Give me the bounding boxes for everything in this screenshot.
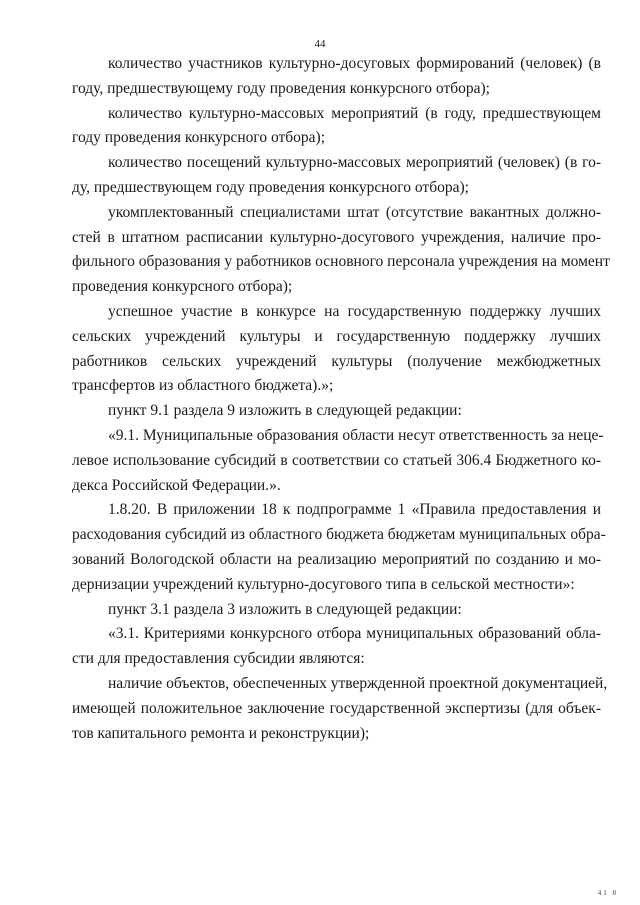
paragraph-line: количество посещений культурно-массовых мероприятий (человек) (в го- — [108, 154, 601, 172]
paragraph — [72, 622, 601, 672]
paragraph-line: зований Вологодской области на реализацию мероприятий по созданию и мо- — [72, 550, 601, 568]
paragraph-line: имеющей положительное заключение государственной экспертизы (для объек- — [72, 699, 601, 717]
paragraph-line: наличие объектов, обеспеченных утвержденной проектной документацией, — [108, 674, 608, 692]
paragraph — [72, 151, 601, 201]
paragraph-line: году проведения конкурсного отбора); — [72, 129, 326, 147]
corner-mark: 41 8 — [597, 889, 618, 897]
paragraph — [72, 300, 601, 399]
document-body — [72, 52, 610, 746]
paragraph-line: количество культурно-массовых мероприятий (в году, предшествующем — [108, 104, 601, 122]
paragraph-line: «9.1. Муниципальные образования области несут ответственность за неце- — [108, 426, 604, 444]
paragraph-line: успешное участие в конкурсе на государственную поддержку лучших — [108, 302, 601, 320]
paragraph-line: 1.8.20. В приложении 18 к подпрограмме 1 «Правила предоставления и — [108, 501, 601, 519]
paragraph-line: работников сельских учреждений культуры (получение межбюджетных — [72, 352, 601, 370]
paragraph-line: сти для предоставления субсидии являются: — [72, 650, 365, 668]
paragraph-line: ду, предшествующем году проведения конкурсного отбора); — [72, 178, 469, 196]
paragraph-line: укомплектованный специалистами штат (отсутствие вакантных должно- — [108, 203, 601, 221]
paragraph-line: «3.1. Критериями конкурсного отбора муниципальных образований обла- — [108, 625, 601, 643]
paragraph — [72, 399, 601, 424]
page-number: 44 — [314, 38, 326, 50]
paragraph-line: пункт 9.1 раздела 9 изложить в следующей редакции: — [108, 402, 462, 420]
paragraph — [72, 201, 610, 300]
paragraph-line: пункт 3.1 раздела 3 изложить в следующей редакции: — [108, 600, 462, 618]
paragraph-line: количество участников культурно-досуговых формирований (человек) (в — [108, 55, 601, 72]
paragraph-line: тов капитального ремонта и реконструкции); — [72, 724, 370, 742]
paragraph-line: расходования субсидий из областного бюджета бюджетам муниципальных обра- — [72, 526, 606, 544]
paragraph-line: декса Российской Федерации.». — [72, 476, 281, 494]
paragraph-line: году, предшествующему году проведения конкурсного отбора); — [72, 79, 490, 97]
paragraph-line: фильного образования у работников основного персонала учреждения на момент — [72, 253, 610, 271]
paragraph — [72, 52, 601, 102]
paragraph-line: сельских учреждений культуры и государственную поддержку лучших — [72, 327, 601, 345]
paragraph-line: трансфертов из областного бюджета).»; — [72, 377, 334, 395]
paragraph — [72, 598, 601, 623]
paragraph-line: левое использование субсидий в соответствии со статьей 306.4 Бюджетного ко- — [72, 451, 601, 469]
paragraph — [72, 672, 608, 746]
paragraph-line: проведения конкурсного отбора); — [72, 278, 293, 296]
paragraph — [72, 424, 604, 498]
paragraph-line: дернизации учреждений культурно-досугового типа в сельской местности»: — [72, 575, 575, 593]
paragraph — [72, 498, 606, 597]
paragraph — [72, 102, 601, 152]
paragraph-line: стей в штатном расписании культурно-досугового учреждения, наличие про- — [72, 228, 601, 246]
